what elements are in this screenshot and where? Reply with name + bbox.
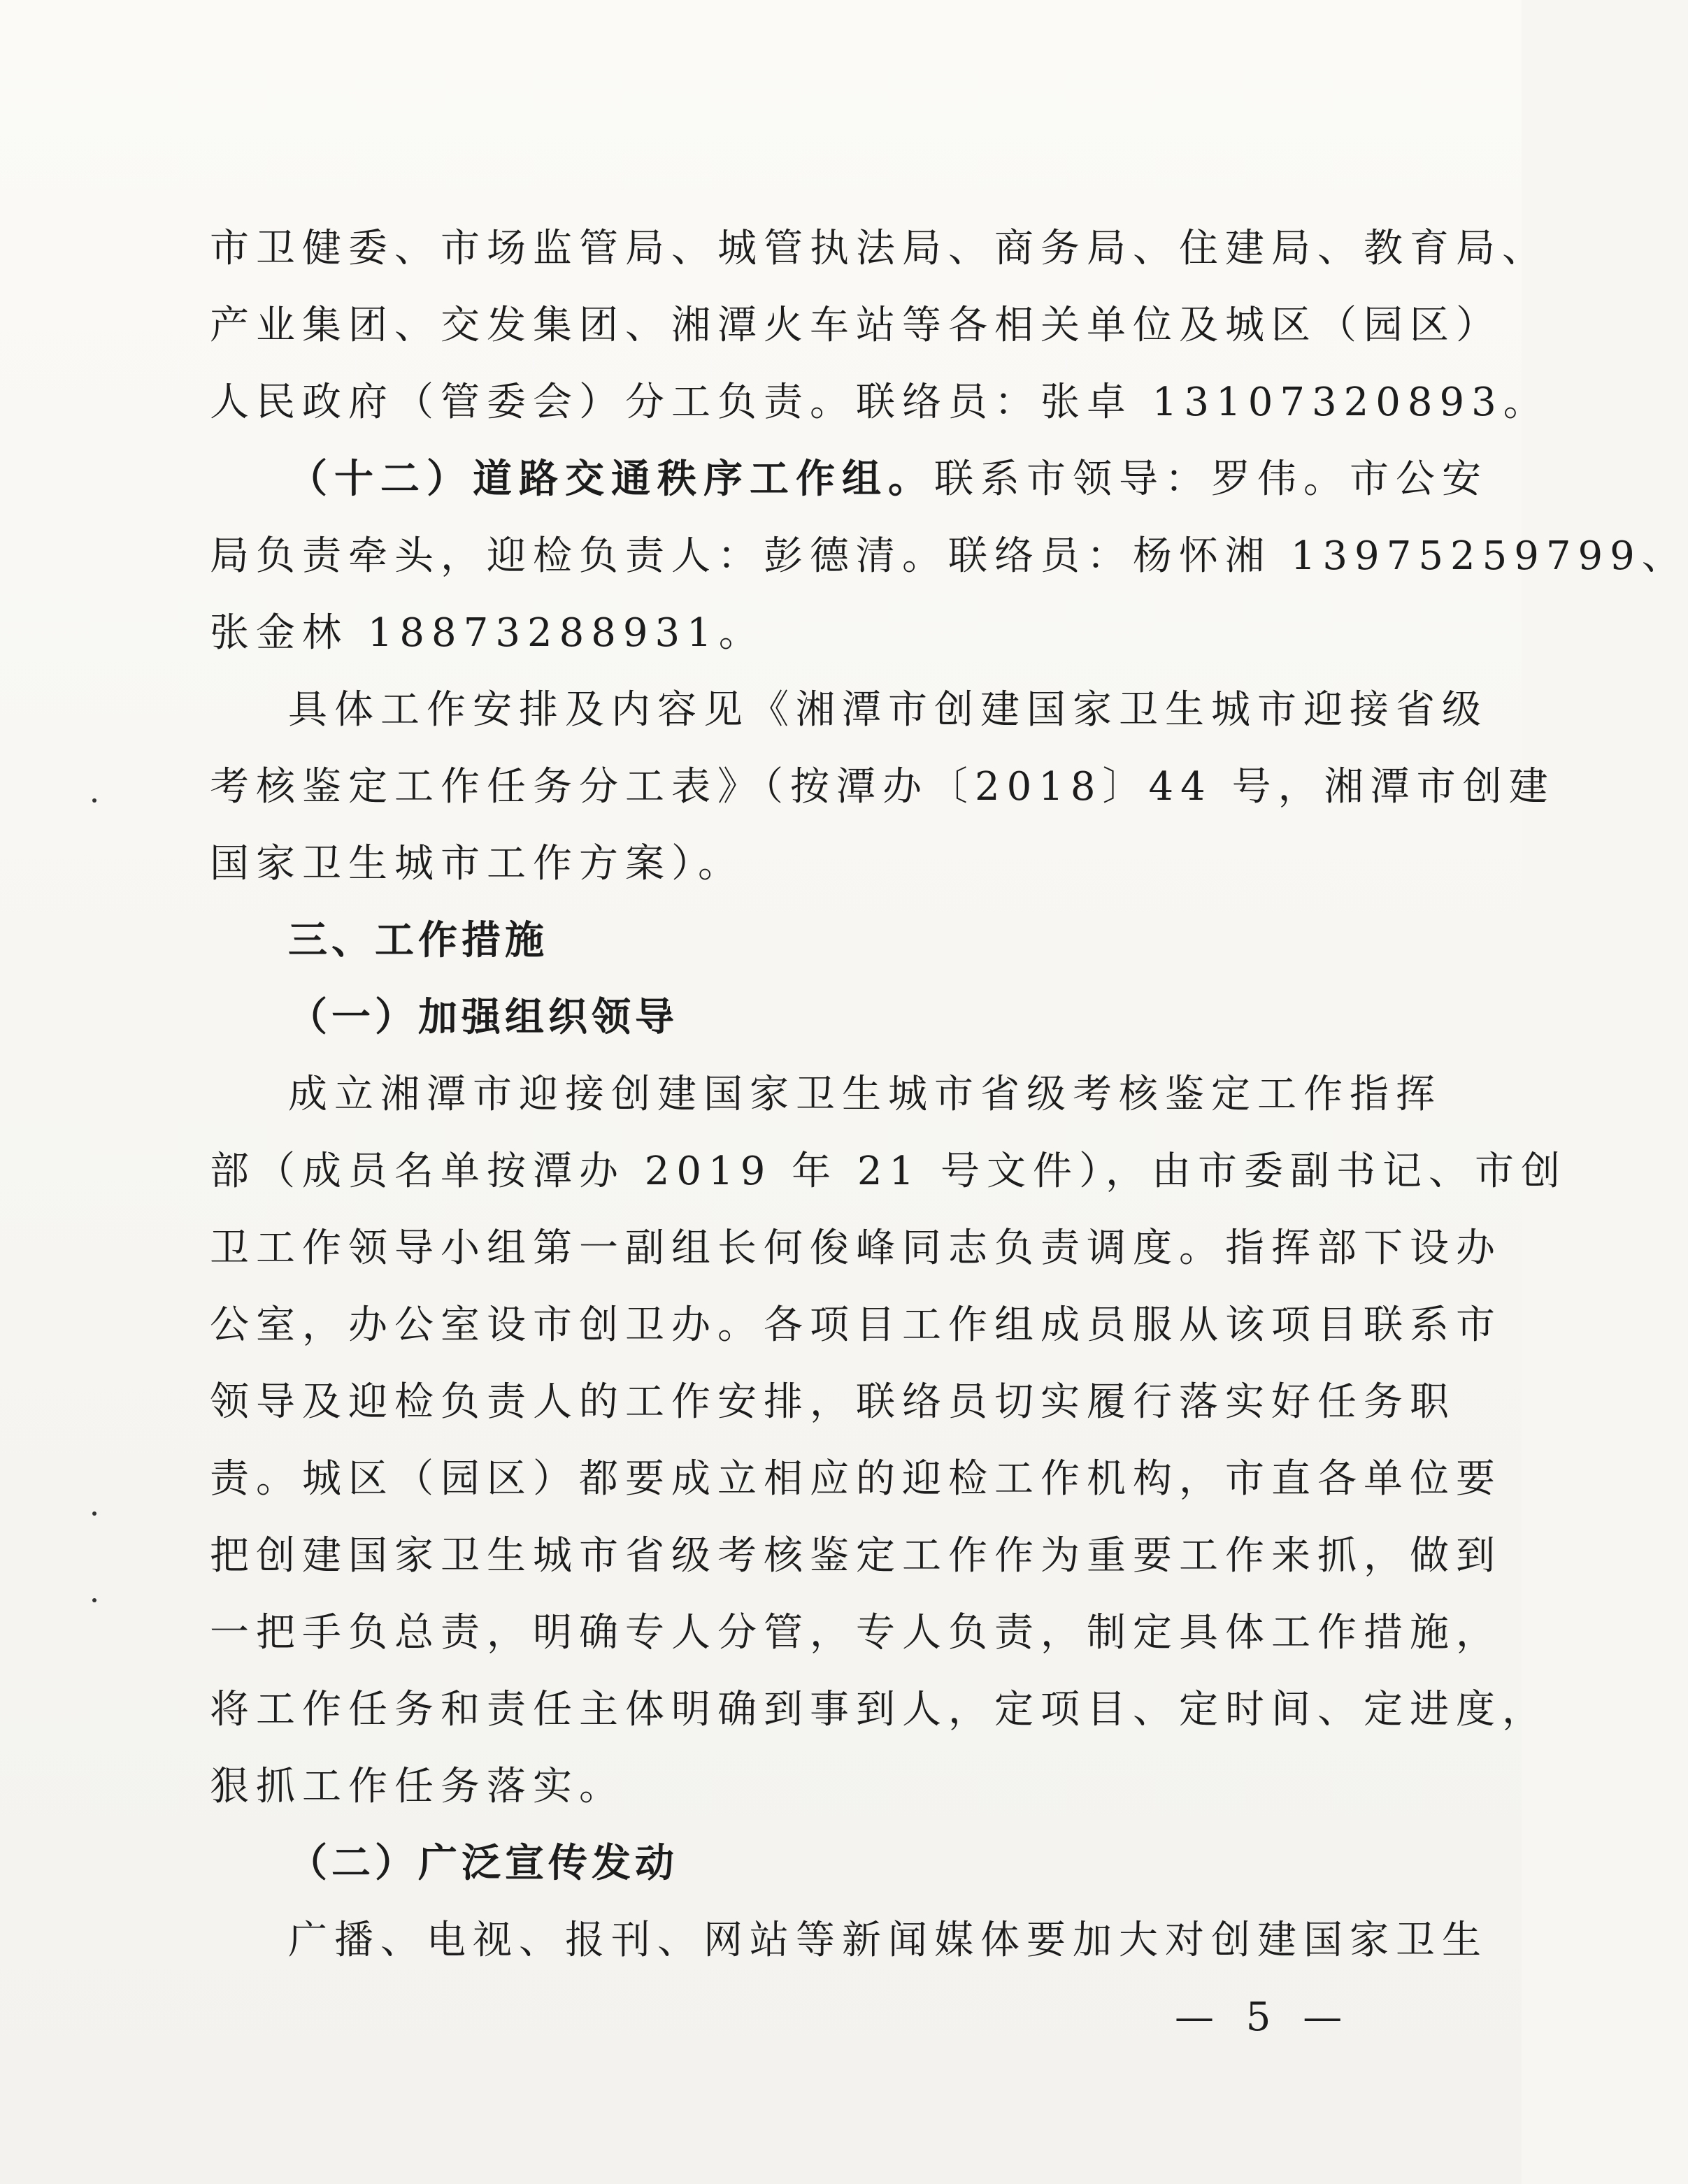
text-line: 人民政府（管委会）分工负责。联络员：张卓 13107320893。	[210, 380, 1550, 425]
text-line: 局负责牵头，迎检负责人：彭德清。联络员：杨怀湘 13975259799、	[210, 533, 1688, 579]
text-line: 广播、电视、报刊、网站等新闻媒体要加大对创建国家卫生	[288, 1918, 1488, 1963]
text-line: 狠抓工作任务落实。	[210, 1764, 625, 1809]
text-line: 把创建国家卫生城市省级考核鉴定工作作为重要工作来抓，做到	[210, 1533, 1502, 1579]
text-span: 联系市领导：罗伟。市公安	[934, 457, 1488, 502]
scan-speck	[92, 1511, 96, 1516]
page-number: — 5 —	[1175, 1995, 1352, 2040]
text-line: 公室，办公室设市创卫办。各项目工作组成员服从该项目联系市	[210, 1302, 1502, 1348]
text-line: 国家卫生城市工作方案）。	[210, 841, 744, 886]
text-line: 部（成员名单按潭办 2019 年 21 号文件），由市委副书记、市创	[210, 1149, 1567, 1194]
group-title: （十二）道路交通秩序工作组。	[288, 457, 934, 502]
subsection-heading: （一）加强组织领导	[288, 995, 678, 1040]
text-line: 产业集团、交发集团、湘潭火车站等各相关单位及城区（园区）	[210, 303, 1502, 348]
text-line	[288, 452, 1488, 508]
text-line: 具体工作安排及内容见《湘潭市创建国家卫生城市迎接省级	[288, 687, 1488, 733]
scan-speck	[92, 798, 96, 803]
text-line: 将工作任务和责任主体明确到事到人，定项目、定时间、定进度，	[210, 1687, 1548, 1732]
text-line: 市卫健委、市场监管局、城管执法局、商务局、住建局、教育局、	[210, 226, 1548, 271]
text-line: 一把手负总责，明确专人分管，专人负责，制定具体工作措施，	[210, 1610, 1502, 1655]
text-line: 领导及迎检负责人的工作安排，联络员切实履行落实好任务职	[210, 1379, 1456, 1425]
scan-speck	[92, 1598, 96, 1602]
text-line: 责。城区（园区）都要成立相应的迎检工作机构，市直各单位要	[210, 1456, 1502, 1502]
subsection-heading: （二）广泛宣传发动	[288, 1841, 678, 1886]
text-line: 考核鉴定工作任务分工表》（按潭办〔2018〕44 号，湘潭市创建	[210, 764, 1555, 810]
section-heading: 三、工作措施	[288, 918, 548, 963]
text-line: 张金林 18873288931。	[210, 610, 765, 656]
text-line: 卫工作领导小组第一副组长何俊峰同志负责调度。指挥部下设办	[210, 1226, 1502, 1271]
text-line: 成立湘潭市迎接创建国家卫生城市省级考核鉴定工作指挥	[288, 1072, 1442, 1117]
